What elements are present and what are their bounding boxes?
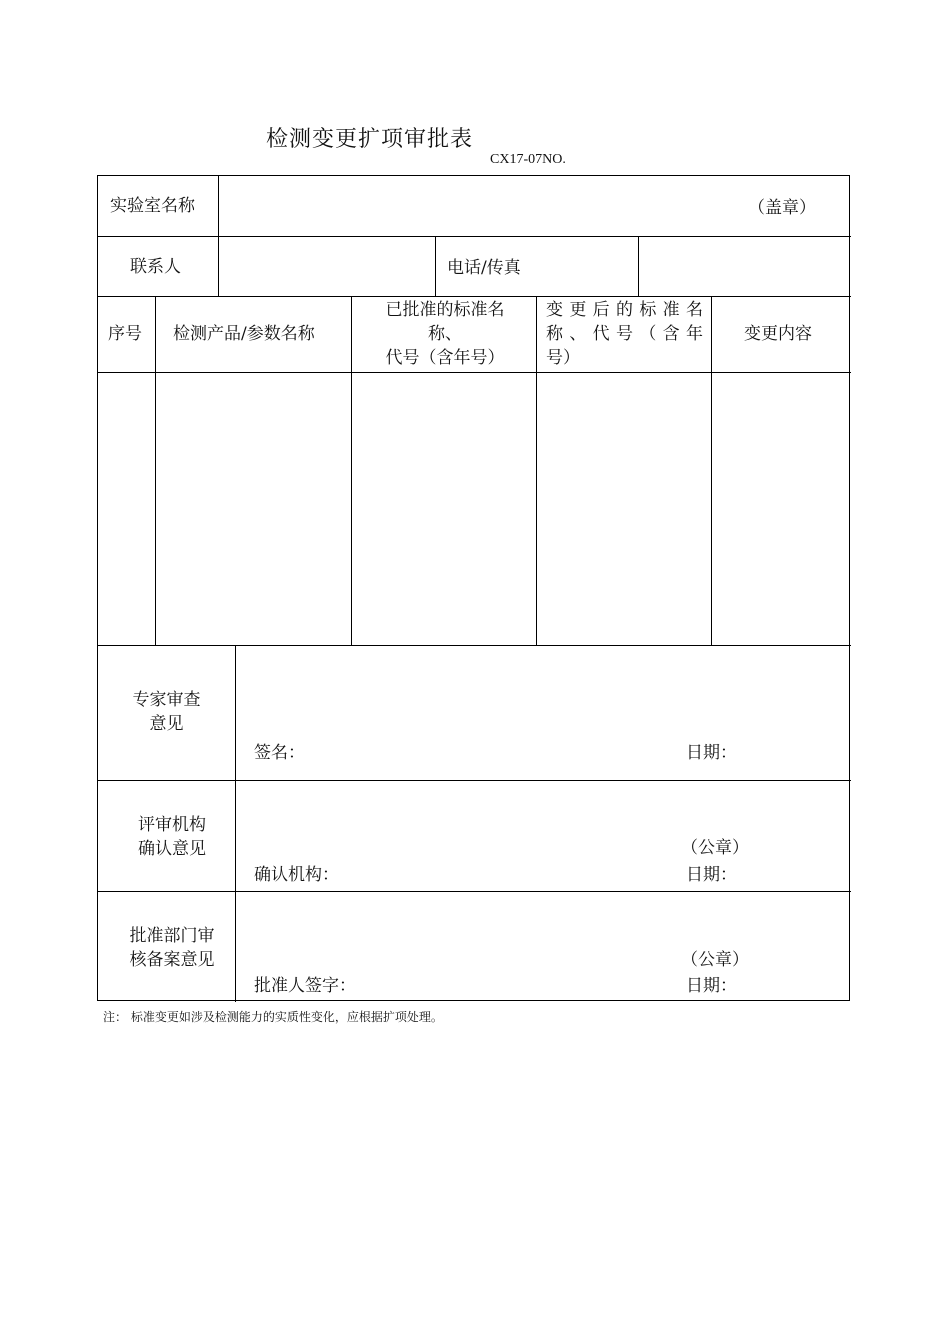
col-divider: [638, 236, 639, 296]
review-seal-note: （公章）: [681, 838, 749, 858]
phone-fax-field[interactable]: [640, 238, 850, 294]
col-divider: [218, 176, 219, 296]
data-entry-area[interactable]: [98, 374, 850, 644]
expert-opinion-field[interactable]: [237, 647, 850, 777]
col-header-product: 检测产品/参数名称: [173, 324, 315, 344]
row-divider: [98, 372, 851, 373]
approver-sign-label: 批准人签字：: [254, 976, 356, 996]
row-divider: [98, 891, 851, 892]
expert-sign-label: 签名：: [254, 743, 305, 763]
approval-dept-label: 批准部门审 核备案意见: [129, 926, 215, 970]
form-title: 检测变更扩项审批表: [266, 127, 474, 152]
footnote: 注： 标准变更如涉及检测能力的实质性变化，应根据扩项处理。: [103, 1010, 443, 1024]
expert-opinion-label: 专家审查 意见: [132, 690, 201, 734]
seal-note: （盖章）: [748, 198, 816, 218]
expert-date-label: 日期：: [686, 743, 737, 763]
phone-fax-label: 电话/传真: [447, 258, 521, 278]
approval-date-label: 日期：: [686, 976, 737, 996]
col-divider: [235, 645, 236, 1002]
review-org-sign-label: 确认机构：: [254, 865, 339, 885]
approval-seal-note: （公章）: [681, 950, 749, 970]
col-header-seq: 序号: [108, 324, 142, 344]
col-header-approved-standard: 已批准的标准名 称、 代号（含年号）: [385, 300, 505, 368]
lab-name-label: 实验室名称: [110, 196, 195, 216]
col-divider: [435, 236, 436, 296]
contact-field[interactable]: [220, 238, 433, 294]
review-date-label: 日期：: [686, 865, 737, 885]
row-divider: [98, 780, 851, 781]
contact-label: 联系人: [130, 257, 181, 277]
approval-form-table: [97, 175, 850, 1001]
review-org-label: 评审机构 确认意见: [138, 815, 206, 859]
col-header-change-content: 变更内容: [744, 324, 812, 344]
row-divider: [98, 236, 851, 237]
col-header-changed-standard: 变更后的标准名 称、代号（含年 号）: [546, 300, 703, 368]
form-number: CX17-07NO.: [490, 152, 566, 167]
row-divider: [98, 296, 851, 297]
row-divider: [98, 645, 851, 646]
